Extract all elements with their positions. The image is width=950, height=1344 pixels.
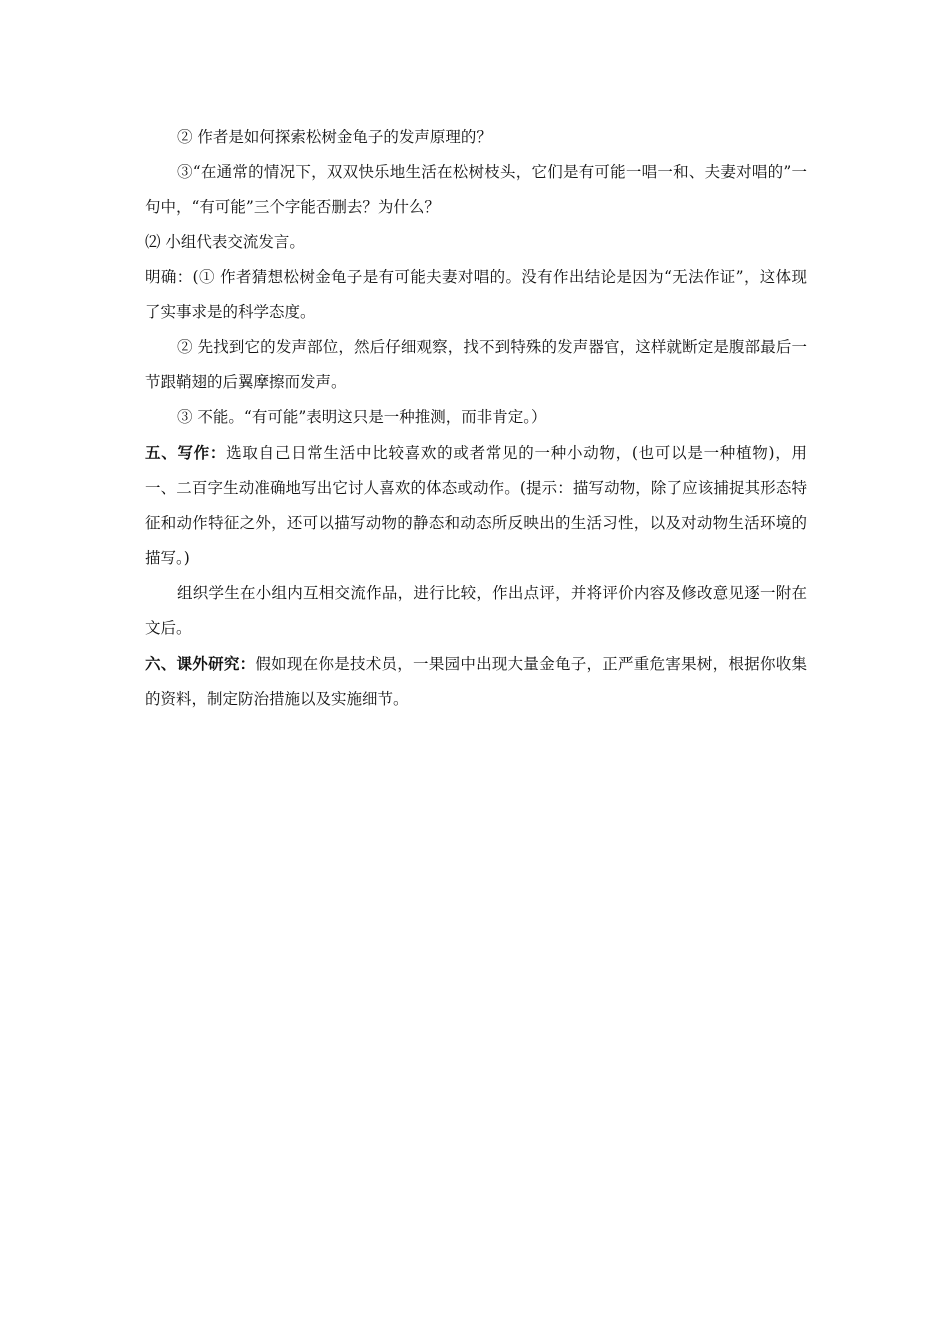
section-writing-note: 组织学生在小组内互相交流作品，进行比较，作出点评，并将评价内容及修改意见逐一附在文后。: [145, 584, 807, 637]
section-research: [145, 646, 807, 717]
section-writing-body: 选取自己日常生活中比较喜欢的或者常见的一种小动物，(也可以是一种植物)，用一、二百字生动准确地写出它讨人喜欢的体态或动作。(提示：描写动物，除了应该捕捉其形态特征和动作特征之外，还可以描写动物的静态和动态所反映出的生活习性，以及对动物生活环境的描写。): [145, 444, 807, 567]
question-2: ② 作者是如何探索松树金龟子的发声原理的？: [177, 128, 492, 146]
section-writing-heading: 五、写作：: [145, 443, 227, 462]
answer-2: ② 先找到它的发声部位，然后仔细观察，找不到特殊的发声器官，这样就断定是腹部最后一节跟鞘翅的后翼摩擦而发声。: [145, 338, 807, 391]
document-body: [145, 120, 807, 717]
answer-1: 明确：(① 作者猜想松树金龟子是有可能夫妻对唱的。没有作出结论是因为“无法作证”，这体现了实事求是的科学态度。: [145, 268, 807, 321]
section-research-heading: 六、课外研究：: [145, 654, 256, 673]
group-report-line: ⑵ 小组代表交流发言。: [145, 233, 305, 251]
section-research-body: 假如现在你是技术员，一果园中出现大量金龟子，正严重危害果树，根据你收集的资料，制定防治措施以及实施细节。: [145, 655, 807, 708]
section-writing: [145, 435, 807, 576]
answer-3: ③ 不能。“有可能”表明这只是一种推测，而非肯定。）: [177, 408, 547, 426]
question-3: ③“在通常的情况下，双双快乐地生活在松树枝头，它们是有可能一唱一和、夫妻对唱的”一句中，“有可能”三个字能否删去？为什么？: [145, 163, 807, 216]
